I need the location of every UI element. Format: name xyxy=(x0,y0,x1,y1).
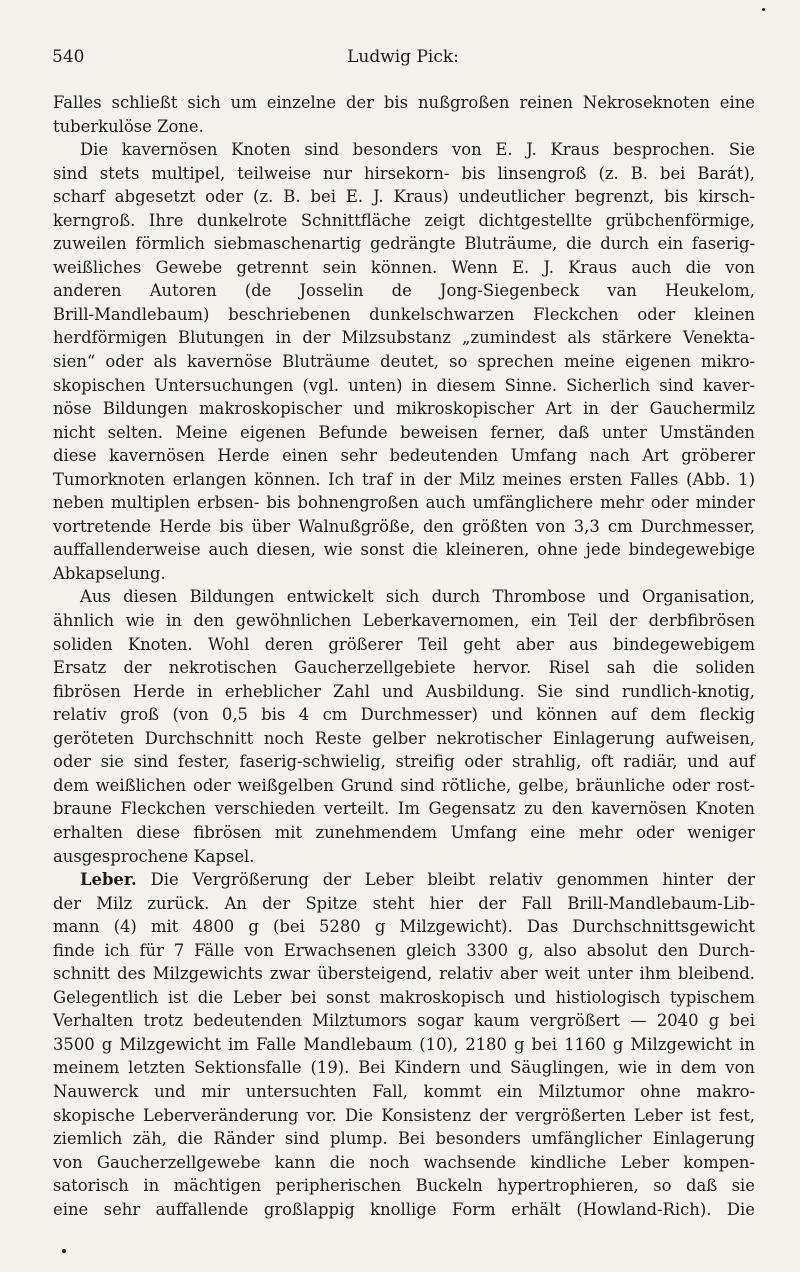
text-line xyxy=(53,162,755,186)
line-text: Die Vergrößerung der Leber bleibt relativ genommen hinter der xyxy=(150,870,755,890)
line-text: Tumorknoten erlangen können. Ich traf in der Milz meines ersten Falles (Abb. 1) xyxy=(53,469,755,489)
line-text: scharf abgesetzt oder (z. B. bei E. J. Kraus) undeutlicher begrenzt, bis kirsch- xyxy=(53,187,755,207)
line-text: herdförmigen Blutungen in der Milzsubstanz „zumindest als stärkere Venekta- xyxy=(53,328,755,348)
text-line xyxy=(53,750,755,774)
line-text: skopischen Untersuchungen (vgl. unten) in diesem Sinne. Sicherlich sind kaver- xyxy=(53,375,755,395)
line-text: auffallenderweise auch diesen, wie sonst die kleineren, ohne jede bindegewebige xyxy=(53,540,755,560)
text-line xyxy=(53,326,755,350)
line-text: nicht selten. Meine eigenen Befunde beweisen ferner, daß unter Umständen xyxy=(53,422,755,442)
text-line xyxy=(53,421,755,445)
line-text: nöse Bildungen makroskopischer und mikroskopischer Art in der Gauchermilz xyxy=(53,399,755,419)
line-text: finde ich für 7 Fälle von Erwachsenen gleich 3300 g, also absolut den Durch- xyxy=(53,940,755,960)
line-text: soliden Knoten. Wohl deren größerer Teil geht aber aus bindegewebigem xyxy=(53,634,755,654)
text-line xyxy=(53,1174,755,1198)
line-text: geröteten Durchschnitt noch Reste gelber nekrotischer Einlagerung aufweisen, xyxy=(53,728,755,748)
text-line xyxy=(53,703,755,727)
line-text: Aus diesen Bildungen entwickelt sich durch Thrombose und Organisation, xyxy=(80,587,755,607)
line-text: oder sie sind fester, faserig-schwielig, streifig oder strahlig, oft radiär, und auf xyxy=(53,752,755,772)
text-line xyxy=(53,374,755,398)
line-text: von Gaucherzellgewebe kann die noch wachsende kindliche Leber kompen- xyxy=(53,1152,755,1172)
line-text: erhalten diese fibrösen mit zunehmendem Umfang eine mehr oder weniger xyxy=(53,822,755,842)
text-line xyxy=(53,797,755,821)
text-line xyxy=(53,774,755,798)
line-text: neben multiplen erbsen- bis bohnengroßen auch umfänglichere mehr oder minder xyxy=(53,493,755,513)
line-text: vortretende Herde bis über Walnußgröße, den größten von 3,3 cm Durchmesser, xyxy=(53,516,755,536)
line-text: sien“ oder als kavernöse Bluträume deutet, so sprechen meine eigenen mikro- xyxy=(53,352,755,372)
line-text: ausgesprochene Kapsel. xyxy=(53,846,255,866)
text-line xyxy=(53,491,755,515)
text-line xyxy=(53,1009,755,1033)
text-line xyxy=(53,633,755,657)
text-line xyxy=(53,915,755,939)
text-line xyxy=(53,538,755,562)
line-text: Abkapselung. xyxy=(53,563,166,583)
body-text xyxy=(53,91,755,1221)
line-text: ähnlich wie in den gewöhnlichen Leberkavernomen, ein Teil der derbfibrösen xyxy=(53,611,755,631)
text-line xyxy=(53,845,755,869)
line-text: Nauwerck und mir untersuchten Fall, kommt ein Milztumor ohne makro- xyxy=(53,1081,755,1101)
line-text: mann (4) mit 4800 g (bei 5280 g Milzgewicht). Das Durchschnittsgewicht xyxy=(53,917,755,937)
text-line xyxy=(53,609,755,633)
line-text: Verhalten trotz bedeutenden Milztumors sogar kaum vergrößert — 2040 g bei xyxy=(53,1011,755,1031)
line-text: satorisch in mächtigen peripherischen Buckeln hypertrophieren, so daß sie xyxy=(53,1176,755,1196)
text-line xyxy=(53,138,755,162)
line-text: skopische Leberveränderung vor. Die Konsistenz der vergrößerten Leber ist fest, xyxy=(53,1105,755,1125)
text-line xyxy=(53,279,755,303)
page-header xyxy=(52,47,754,77)
running-head: Ludwig Pick: xyxy=(347,47,459,67)
text-line xyxy=(53,1198,755,1222)
line-text: eine sehr auffallende großlappig knollige Form erhält (Howland-Rich). Die xyxy=(53,1199,755,1219)
text-line xyxy=(53,91,755,115)
line-text: 3500 g Milzgewicht im Falle Mandlebaum (10), 2180 g bei 1160 g Milzgewicht in xyxy=(53,1034,755,1054)
text-line xyxy=(53,256,755,280)
line-text: kerngroß. Ihre dunkelrote Schnittfläche zeigt dichtgestellte grübchenförmige, xyxy=(53,210,755,230)
text-line xyxy=(53,1080,755,1104)
line-text: ziemlich zäh, die Ränder sind plump. Bei besonders umfänglicher Einlagerung xyxy=(53,1129,755,1149)
text-line xyxy=(53,1151,755,1175)
text-line xyxy=(53,562,755,586)
text-line xyxy=(53,821,755,845)
line-text: Gelegentlich ist die Leber bei sonst makroskopisch und histiologisch typischem xyxy=(53,987,755,1007)
line-text: Brill-Mandlebaum) beschriebenen dunkelschwarzen Fleckchen oder kleinen xyxy=(53,304,755,324)
text-line xyxy=(53,115,755,139)
line-text: dem weißlichen oder weißgelben Grund sind rötliche, gelbe, bräunliche oder rost- xyxy=(53,775,755,795)
text-line xyxy=(53,1104,755,1128)
speck-mark xyxy=(62,1249,66,1253)
text-line xyxy=(53,1127,755,1151)
page-number: 540 xyxy=(52,47,85,67)
line-text: meinem letzten Sektionsfalle (19). Bei Kindern und Säuglingen, wie in dem von xyxy=(53,1058,755,1078)
text-line xyxy=(53,585,755,609)
line-text: tuberkulöse Zone. xyxy=(53,116,204,136)
text-line xyxy=(53,209,755,233)
line-text: sind stets multipel, teilweise nur hirsekorn- bis linsengroß (z. B. bei Barát), xyxy=(53,163,755,183)
text-line xyxy=(53,962,755,986)
text-line xyxy=(53,444,755,468)
text-line xyxy=(53,185,755,209)
text-line xyxy=(53,232,755,256)
text-line xyxy=(53,468,755,492)
text-line xyxy=(53,1056,755,1080)
text-line xyxy=(53,680,755,704)
text-line xyxy=(53,939,755,963)
text-line xyxy=(53,1033,755,1057)
text-line xyxy=(53,515,755,539)
text-line xyxy=(53,986,755,1010)
line-text: diese kavernösen Herde einen sehr bedeutenden Umfang nach Art gröberer xyxy=(53,446,755,466)
text-line xyxy=(53,656,755,680)
text-line xyxy=(53,868,755,892)
line-text: Ersatz der nekrotischen Gaucherzellgebiete hervor. Risel sah die soliden xyxy=(53,658,755,678)
line-text: schnitt des Milzgewichts zwar übersteigend, relativ aber weit unter ihm bleibend. xyxy=(53,964,755,984)
text-line xyxy=(53,727,755,751)
text-line xyxy=(53,397,755,421)
text-line xyxy=(53,303,755,327)
line-text: weißliches Gewebe getrennt sein können. Wenn E. J. Kraus auch die von xyxy=(53,257,755,277)
line-text: fibrösen Herde in erheblicher Zahl und Ausbildung. Sie sind rundlich-knotig, xyxy=(53,681,755,701)
line-text: anderen Autoren (de Josselin de Jong-Siegenbeck van Heukelom, xyxy=(53,281,755,301)
line-text: braune Fleckchen verschieden verteilt. Im Gegensatz zu den kavernösen Knoten xyxy=(53,799,755,819)
text-line xyxy=(53,892,755,916)
line-text: zuweilen förmlich siebmaschenartig gedrängte Bluträume, die durch ein faserig- xyxy=(53,234,755,254)
line-text: relativ groß (von 0,5 bis 4 cm Durchmesser) und können auf dem fleckig xyxy=(53,705,755,725)
line-text: Die kavernösen Knoten sind besonders von E. J. Kraus besprochen. Sie xyxy=(80,140,755,160)
line-text: Falles schließt sich um einzelne der bis nußgroßen reinen Nekroseknoten eine xyxy=(53,93,755,112)
section-heading: Leber. xyxy=(80,870,137,890)
speck-mark xyxy=(762,8,765,11)
text-line xyxy=(53,350,755,374)
line-text: der Milz zurück. An der Spitze steht hier der Fall Brill-Mandlebaum-Lib- xyxy=(53,893,755,913)
